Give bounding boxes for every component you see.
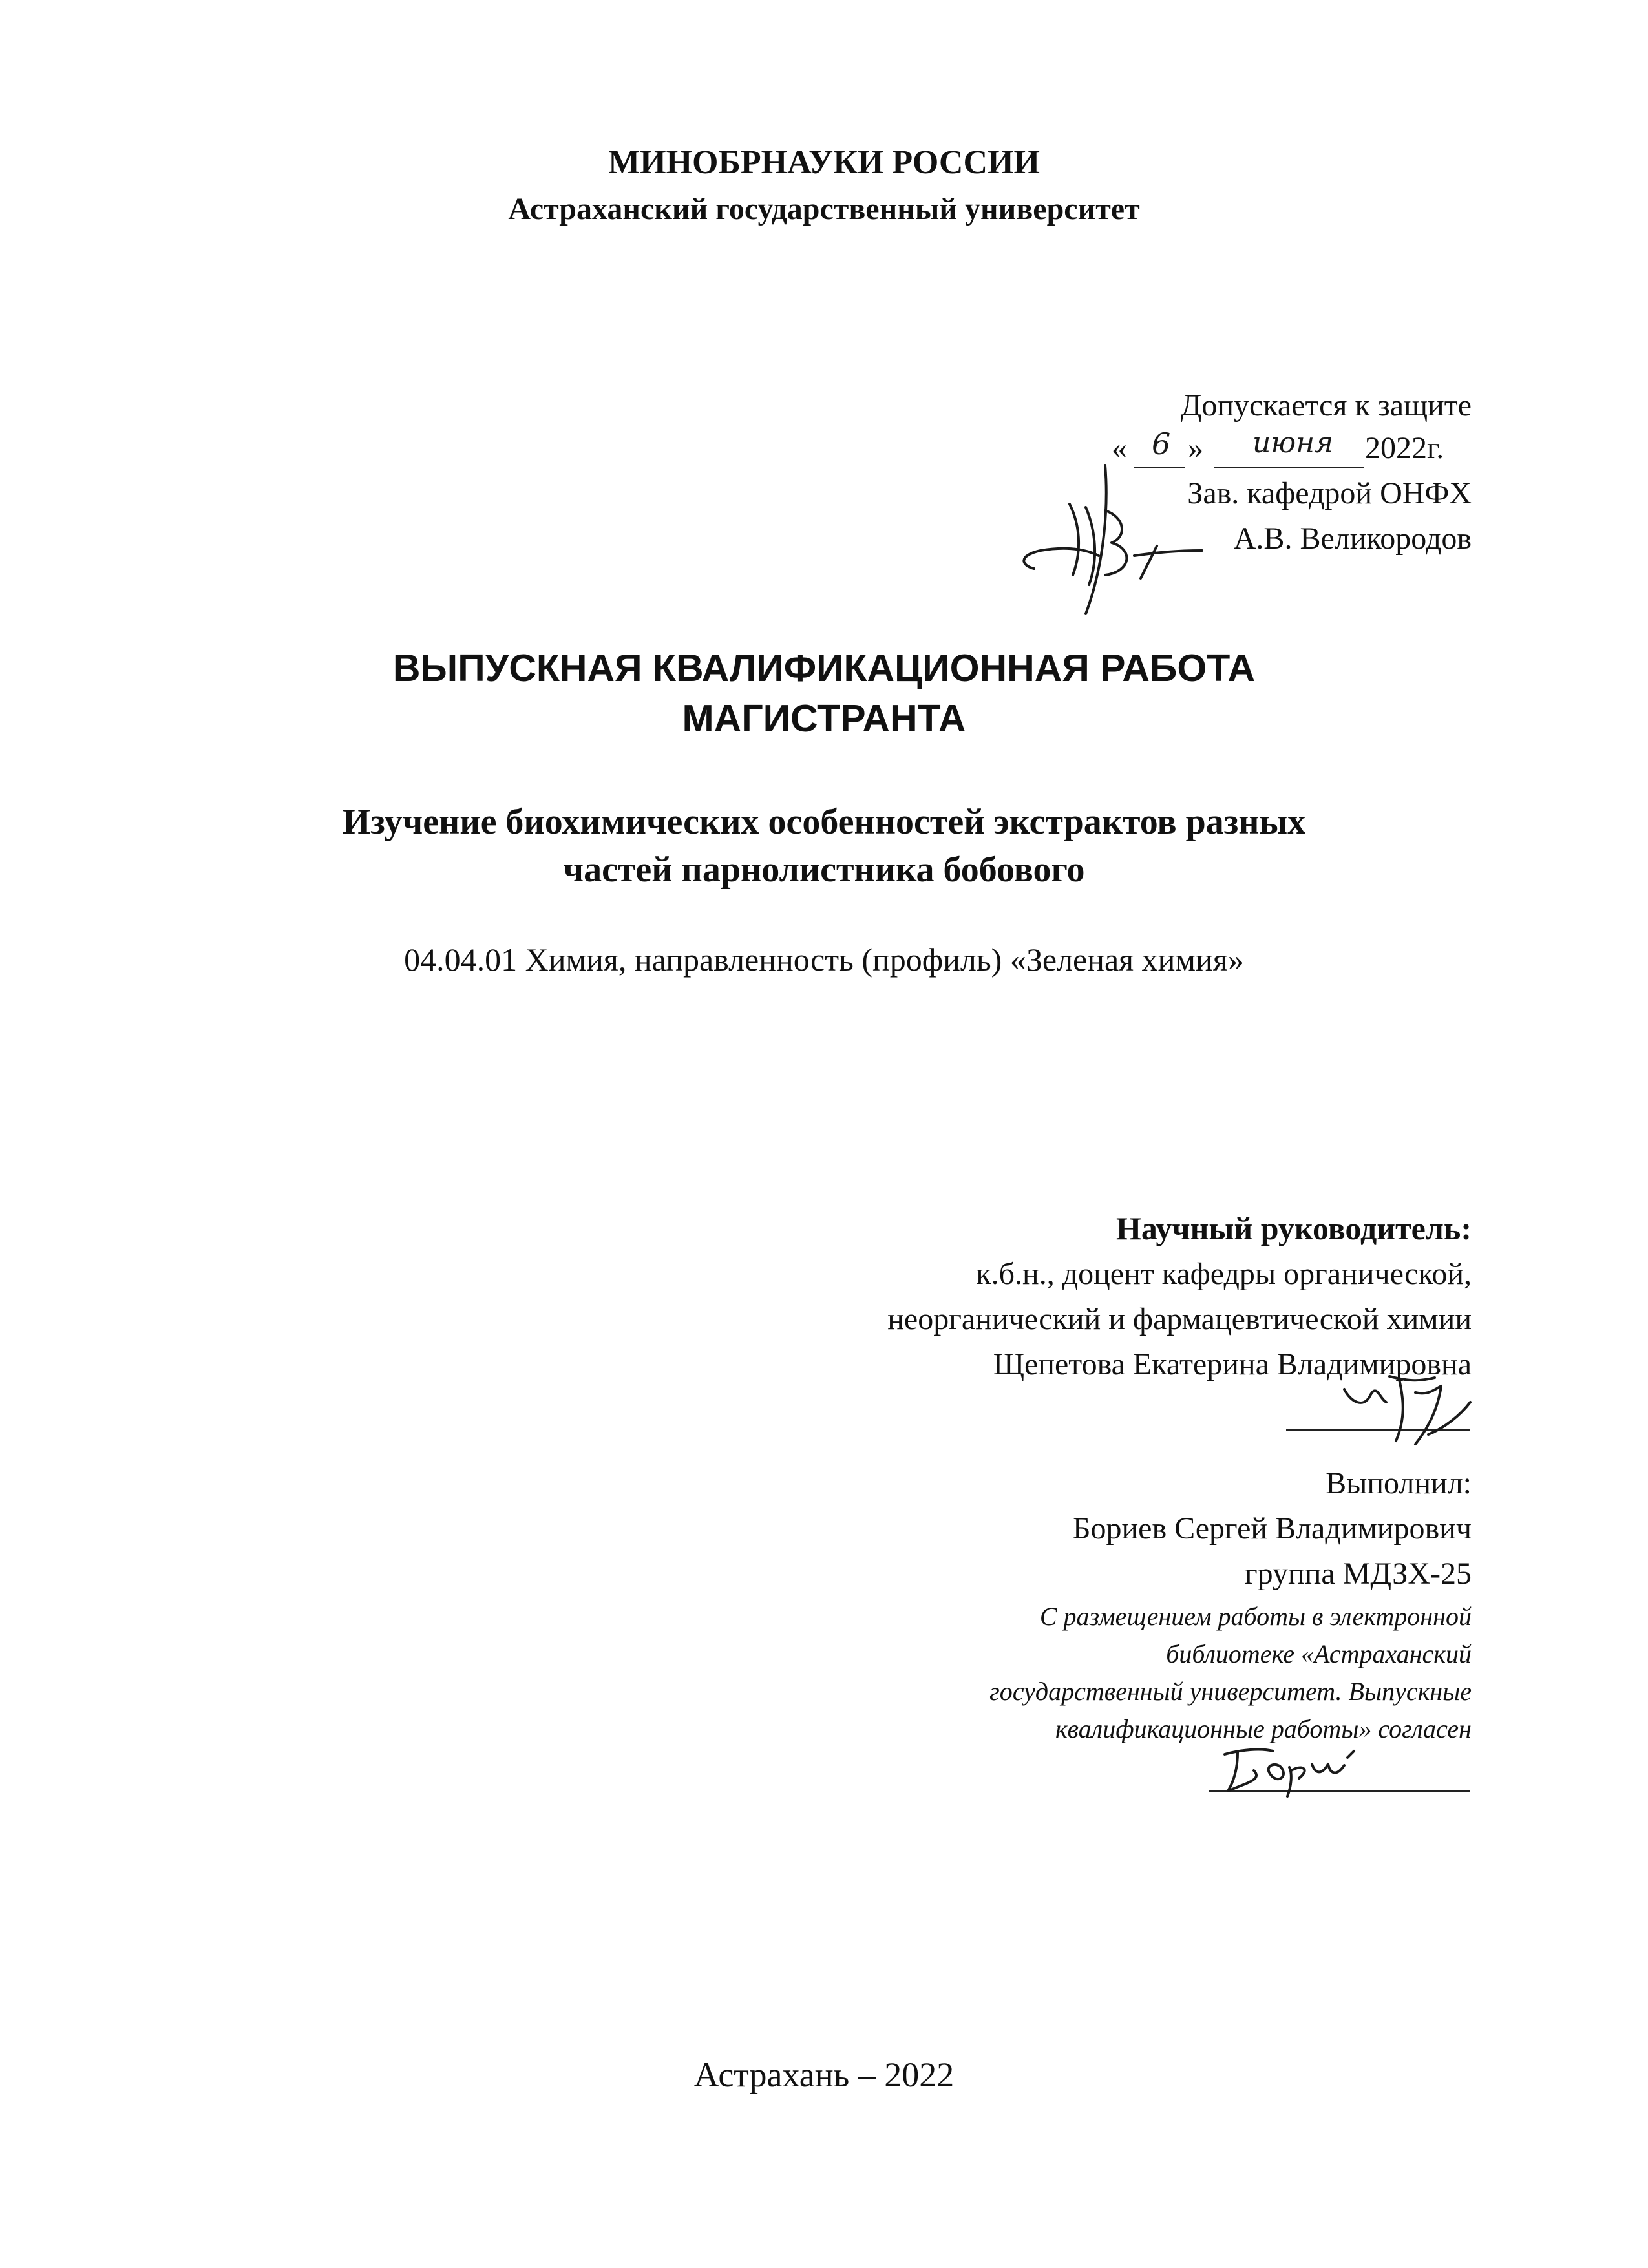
date-month: июня bbox=[1252, 426, 1334, 459]
approval-position: Зав. кафедрой ОНФХ bbox=[1187, 476, 1472, 510]
topic-line2: частей парнолистника бобового bbox=[563, 850, 1085, 890]
work-title-line2: МАГИСТРАНТА bbox=[682, 697, 966, 740]
specialty: 04.04.01 Химия, направленность (профиль) «Зеленая химия» bbox=[404, 941, 1244, 978]
topic-line1: Изучение биохимических особенностей экстрактов разных bbox=[342, 802, 1306, 842]
date-year: 2022г. bbox=[1365, 431, 1444, 465]
date-day: 6 bbox=[1152, 426, 1171, 461]
consent-line3: государственный университет. Выпускные bbox=[989, 1677, 1472, 1706]
supervisor-name: Щепетова Екатерина Владимировна bbox=[993, 1347, 1472, 1381]
work-title-line1: ВЫПУСКНАЯ КВАЛИФИКАЦИОННАЯ РАБОТА bbox=[392, 647, 1256, 689]
approval-head-name: А.В. Великородов bbox=[1233, 521, 1472, 556]
consent-line1: С размещением работы в электронной bbox=[1039, 1602, 1472, 1631]
date-open-quote: « bbox=[1112, 431, 1127, 465]
supervisor-signature bbox=[1331, 1363, 1474, 1447]
head-signature bbox=[1008, 446, 1228, 627]
supervisor-department: неорганический и фармацевтической химии bbox=[887, 1302, 1472, 1336]
ministry-title: МИНОБРНАУКИ РОССИИ bbox=[608, 144, 1040, 181]
consent-line2: библиотеке «Астраханский bbox=[1166, 1639, 1472, 1668]
author-signature bbox=[1215, 1738, 1377, 1803]
date-month-underline bbox=[1214, 467, 1364, 468]
approval-admitted: Допускается к защите bbox=[1180, 388, 1472, 423]
author-group: группа МДЗХ-25 bbox=[1244, 1557, 1472, 1591]
city-year: Астрахань – 2022 bbox=[693, 2055, 955, 2094]
date-close-quote: » bbox=[1188, 431, 1203, 465]
author-heading: Выполнил: bbox=[1326, 1466, 1472, 1500]
author-name: Бориев Сергей Владимирович bbox=[1072, 1511, 1472, 1546]
supervisor-degree: к.б.н., доцент кафедры органической, bbox=[976, 1257, 1472, 1291]
supervisor-heading: Научный руководитель: bbox=[1116, 1210, 1472, 1246]
university-name: Астраханский государственный университет bbox=[508, 192, 1140, 226]
consent-line4: квалификационные работы» согласен bbox=[1055, 1714, 1472, 1743]
